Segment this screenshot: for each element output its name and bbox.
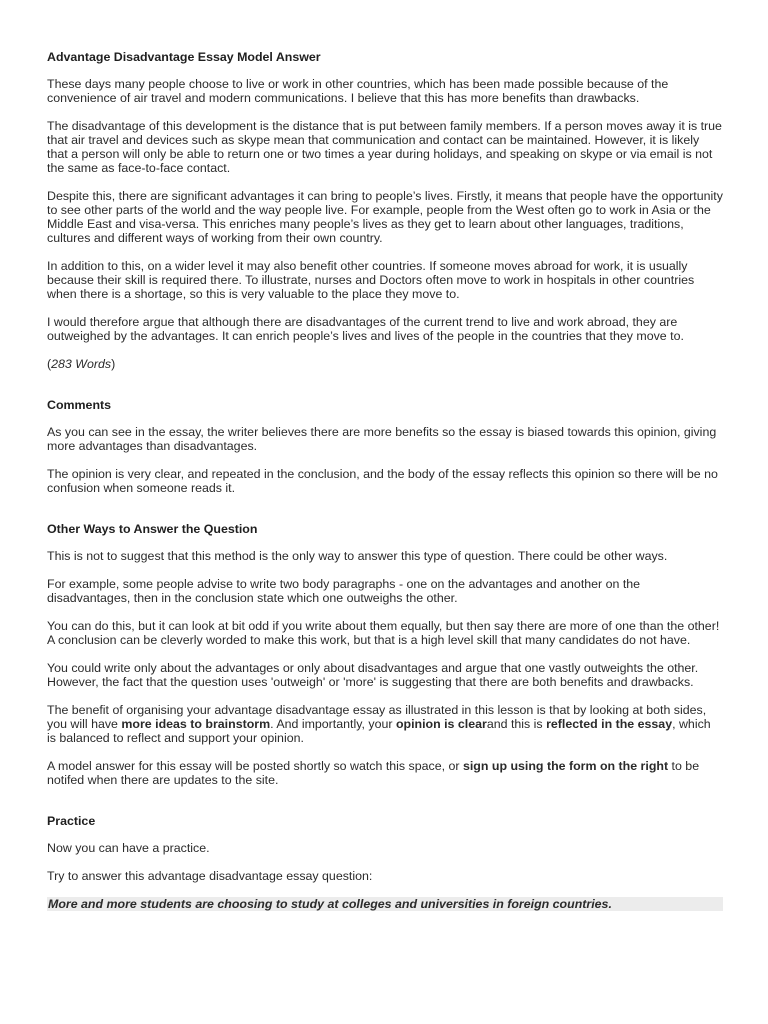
benefit-text: . And importantly, your xyxy=(270,717,396,731)
benefit-emphasis: more ideas to brainstorm xyxy=(121,717,271,731)
model-answer-text: to be notifed when there are updates to the site. xyxy=(47,759,700,787)
benefit-text: The benefit of organising your advantage disadvantage essay as illustrated in this lesson is that by looking at both sides, you will have xyxy=(47,703,707,731)
comments-section xyxy=(47,398,723,495)
essay-paragraph-advantage: Despite this, there are significant advantages it can bring to people’s lives. Firstly, it means that people have the opportunity to see other parts of the world and the way people live. For example, people from the West often go to work in Asia or the Middle East and visa-versa. This enriches many people’s lives as they get to learn about other languages, traditions, cultures and different ways of working from their own country. xyxy=(47,189,723,245)
signup-emphasis: sign up using the form on the right xyxy=(462,759,669,773)
practice-line: Try to answer this advantage disadvantage essay question: xyxy=(47,869,373,883)
word-count-text: 283 Words xyxy=(51,357,112,371)
practice-heading: Practice xyxy=(47,814,96,828)
comments-paragraph: As you can see in the essay, the writer believes there are more benefits so the essay is biased towards this opinion, giving more advantages than disadvantages. xyxy=(47,425,717,453)
essay-paragraph-conclusion: I would therefore argue that although there are disadvantages of the current trend to live and work abroad, they are outweighed by the advantages. It can enrich people’s lives and lives of the people in the countries that they move to. xyxy=(47,315,684,343)
benefit-text: and this is xyxy=(486,717,547,731)
benefit-text: , which is balanced to reflect and support your opinion. xyxy=(47,717,711,745)
word-count xyxy=(47,357,723,371)
other-ways-paragraph: For example, some people advise to write two body paragraphs - one on the advantages and another on the disadvantages, then in the conclusion state which one outweighs the other. xyxy=(47,577,641,605)
other-ways-heading: Other Ways to Answer the Question xyxy=(47,522,258,536)
comments-paragraph: The opinion is very clear, and repeated in the conclusion, and the body of the essay reflects this opinion so there will be no confusion when someone reads it. xyxy=(47,467,718,495)
practice-line: Now you can have a practice. xyxy=(47,841,210,855)
word-count-close: ) xyxy=(111,357,116,371)
model-answer-paragraph xyxy=(47,759,723,787)
comments-heading: Comments xyxy=(47,398,112,412)
document-page xyxy=(47,50,723,911)
benefit-paragraph xyxy=(47,703,723,745)
other-ways-paragraph: This is not to suggest that this method is the only way to answer this type of question. There could be other ways. xyxy=(47,549,668,563)
essay-paragraph-intro: These days many people choose to live or work in other countries, which has been made possible because of the convenience of air travel and modern communications. I believe that this has more benefits than drawbacks. xyxy=(47,77,669,105)
benefit-emphasis: opinion is clear xyxy=(395,717,487,731)
essay-paragraph-addition: In addition to this, on a wider level it may also benefit other countries. If someone moves abroad for work, it is usually because their skill is required there. To illustrate, nurses and Doctors often move to work in hospitals in other countries when there is a shortage, so this is very valuable to the place they move to. xyxy=(47,259,695,301)
other-ways-paragraph: You could write only about the advantages or only about disadvantages and argue that one vastly outweights the other. However, the fact that the question uses 'outweigh' or 'more' is suggesting that there are both benefits and drawbacks. xyxy=(47,661,699,689)
word-count-open: ( xyxy=(47,357,52,371)
benefit-emphasis: reflected in the essay xyxy=(546,717,673,731)
essay-title: Advantage Disadvantage Essay Model Answer xyxy=(47,50,321,64)
practice-section xyxy=(47,814,723,911)
other-ways-paragraph: You can do this, but it can look at bit odd if you write about them equally, but then say there are more of one than the other! A conclusion can be cleverly worded to make this work, but that is a high level skill that many candidates do not have. xyxy=(47,619,720,647)
other-ways-section xyxy=(47,522,723,787)
practice-question: More and more students are choosing to study at colleges and universities in foreign countries. xyxy=(47,897,723,911)
model-answer-text: A model answer for this essay will be posted shortly so watch this space, or xyxy=(47,759,463,773)
essay-paragraph-disadvantage: The disadvantage of this development is the distance that is put between family members. If a person moves away it is true that air travel and devices such as skype mean that communication and contact can be maintained. However, it is likely that a person will only be able to return one or two times a year during holidays, and speaking on skype or via email is not the same as face-to-face contact. xyxy=(47,119,722,175)
